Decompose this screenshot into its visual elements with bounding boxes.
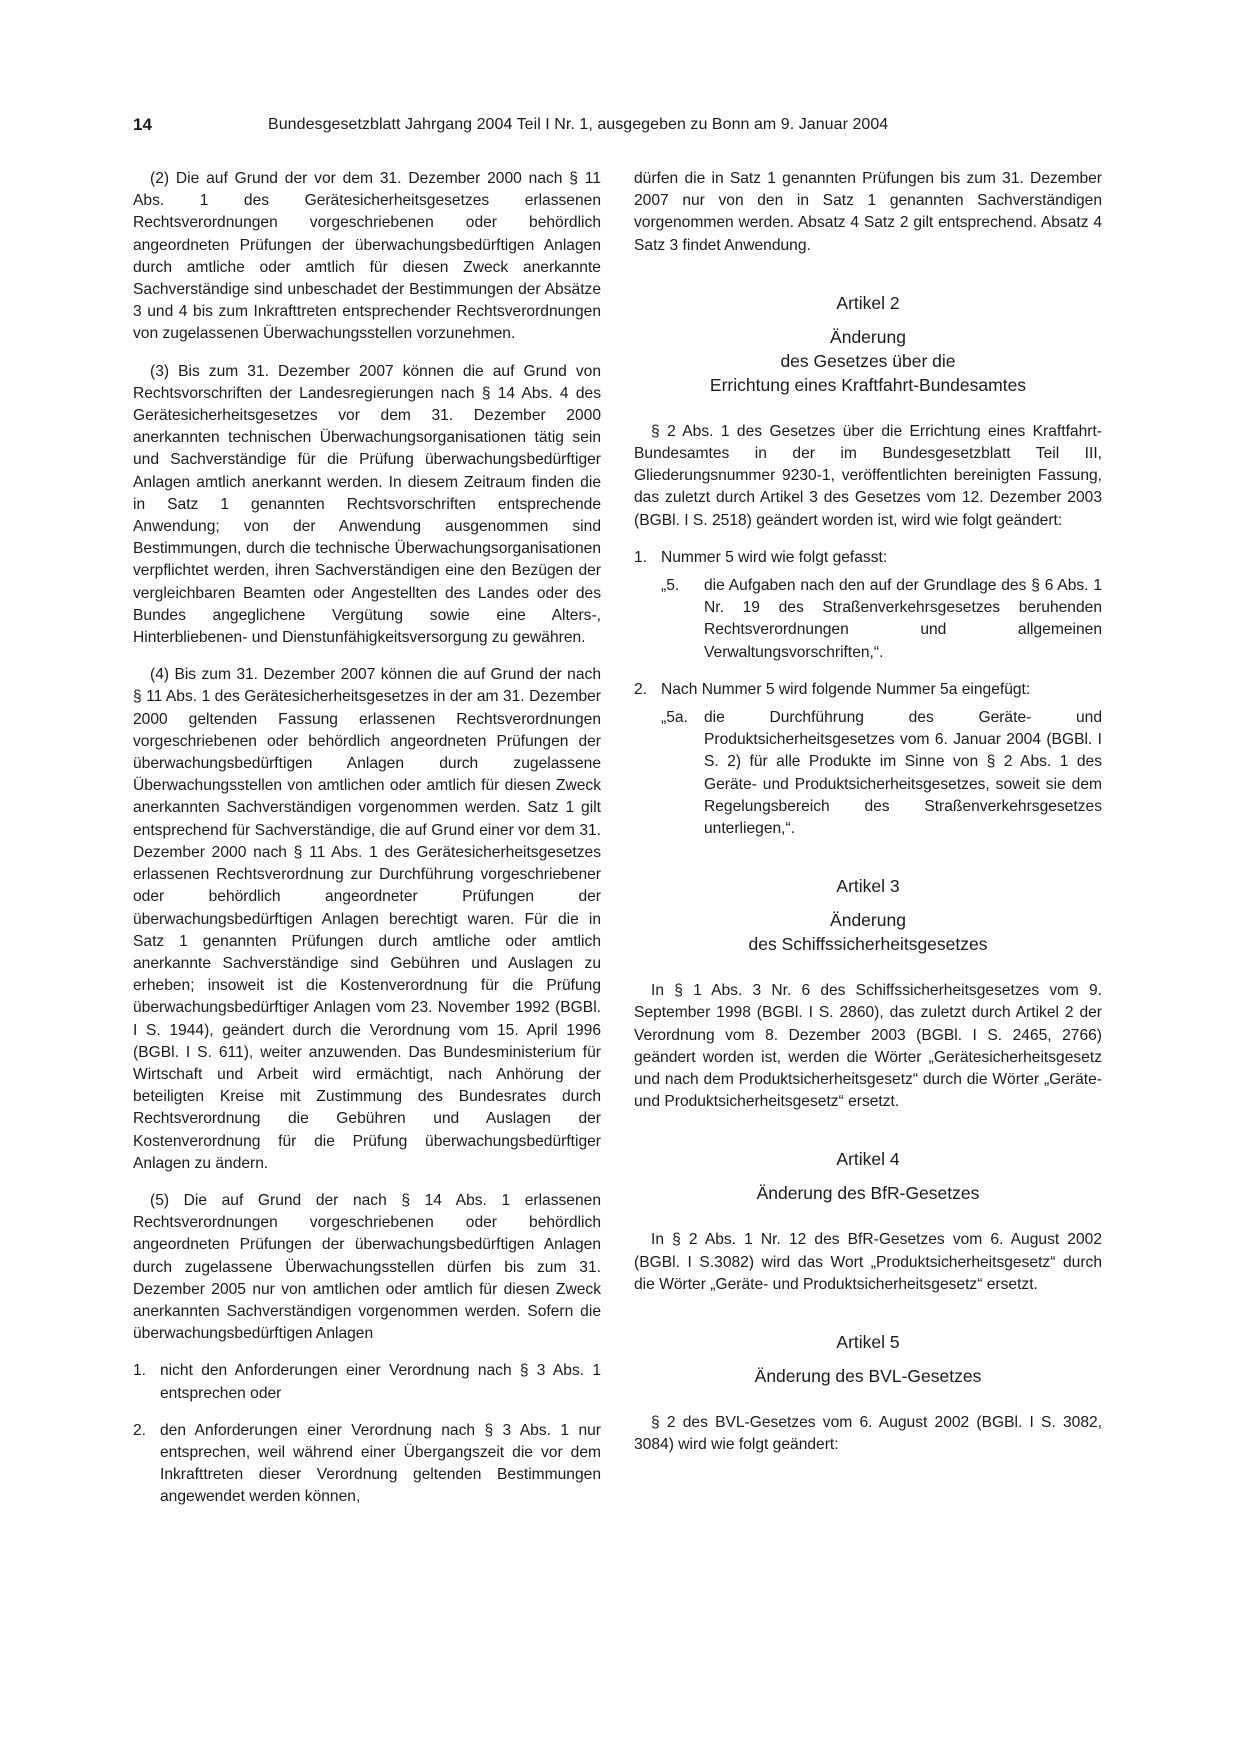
list-item-text: nicht den Anforderungen einer Verordnung nach § 3 Abs. 1 entsprechen oder — [160, 1362, 601, 1402]
list-item — [634, 547, 1102, 664]
list-item-text: Nach Nummer 5 wird folgende Nummer 5a eingefügt: — [661, 680, 1031, 698]
list-item — [133, 1360, 601, 1404]
list-item-number: 2. — [133, 1421, 147, 1439]
article-title-line: des Gesetzes über die — [780, 350, 956, 371]
article-label: Artikel 4 — [836, 1149, 900, 1170]
condition-list — [133, 1360, 601, 1508]
gazette-header-title: Bundesgesetzblatt Jahrgang 2004 Teil I Nr. 1, ausgegeben zu Bonn am 9. Januar 2004 — [268, 116, 889, 133]
paragraph-2: (2) Die auf Grund der vor dem 31. Dezember 2000 nach § 11 Abs. 1 des Gerätesicherheitsgesetzes erlassenen Rechtsverordnungen vorgeschriebenen oder behördlich angeordneten Prüfungen der überwachungsbedürftigen Anlagen durch amtliche oder amtlich für diesen Zweck anerkannte Sachverständige sind unbeschadet der Bestimmungen der Absätze 3 und 4 bis zum Inkrafttreten entsprechender Rechtsverordnungen von zugelassenen Überwachungsstellen vorzunehmen. — [133, 170, 601, 343]
article-5-heading — [634, 1330, 1102, 1388]
paragraph-3: (3) Bis zum 31. Dezember 2007 können die auf Grund von Rechtsvorschriften der Landesregierungen nach § 14 Abs. 4 des Gerätesicherheitsgesetzes vor dem 31. Dezember 2000 anerkannten technischen Überwachungsorganisationen tätig sein und Sachverständige für die Prüfung überwachungsbedürftiger Anlagen amtlich anerkannt werden. In diesem Zeitraum finden die in Satz 1 genannten Rechtsvorschriften entsprechende Anwendung; von der Anwendung ausgenommen sind Bestimmungen, durch die technische Überwachungsorganisationen verpflichtet werden, ihren Sachverständigen eine den Bezügen der vergleichbaren Beamten oder Angestellten des Landes oder des Bundes angeglichene Vergütung sowie eine Alters-, Hinterbliebenen- und Dienstunfähigkeitsversorgung zu gewähren. — [133, 362, 601, 647]
article-2-list — [634, 547, 1102, 840]
sub-item — [634, 575, 1102, 664]
list-item-number: 1. — [133, 1362, 147, 1380]
page-header — [133, 115, 1111, 139]
article-label: Artikel 2 — [836, 292, 900, 313]
list-item — [133, 1420, 601, 1509]
list-item-number: 1. — [634, 548, 648, 566]
article-4-heading — [634, 1147, 1102, 1205]
sub-item — [634, 707, 1102, 840]
article-5-text: § 2 des BVL-Gesetzes vom 6. August 2002 (BGBl. I S. 3082, 3084) wird wie folgt geändert: — [634, 1414, 1102, 1454]
article-2-heading — [634, 291, 1102, 397]
page-number: 14 — [133, 115, 152, 134]
paragraph-5: (5) Die auf Grund der nach § 14 Abs. 1 erlassenen Rechtsverordnungen vorgeschriebenen oder behördlich angeordneten Prüfungen der überwachungsbedürftigen Anlagen durch zugelassene Überwachungsstellen dürfen bis zum 31. Dezember 2005 nur von amtlichen oder amtlich für diesen Zweck anerkannten Sachverständigen vorgenommen werden. Sofern die überwachungsbedürftigen Anlagen — [133, 1191, 601, 1343]
article-title-line: Änderung des BVL-Gesetzes — [754, 1366, 982, 1387]
continuation-paragraph: dürfen die in Satz 1 genannten Prüfungen bis zum 31. Dezember 2007 nur von den in Satz 1 genannten Sachverständigen vorgenommen werden. Absatz 4 Satz 2 gilt entsprechend. Absatz 4 Satz 3 findet Anwendung. — [634, 170, 1102, 254]
article-2-intro: § 2 Abs. 1 des Gesetzes über die Errichtung eines Kraftfahrt-Bundesamtes in der im Bundesgesetzblatt Teil III, Gliederungsnummer 9230-1, veröffentlichten bereinigten Fassung, das zuletzt durch Artikel 3 des Gesetzes vom 12. Dezember 2003 (BGBl. I S. 2518) geändert worden ist, wird wie folgt geändert: — [634, 422, 1102, 529]
article-3-heading — [634, 874, 1102, 956]
article-4-text: In § 2 Abs. 1 Nr. 12 des BfR-Gesetzes vom 6. August 2002 (BGBl. I S.3082) wird das Wort „Produktsicherheitsgesetz“ durch die Wörter „Geräte- und Produktsicherheitsgesetz“ ersetzt. — [634, 1231, 1102, 1293]
article-title-line: des Schiffssicherheitsgesetzes — [748, 934, 988, 955]
list-item-text: Nummer 5 wird wie folgt gefasst: — [661, 548, 888, 566]
paragraph-4: (4) Bis zum 31. Dezember 2007 können die auf Grund der nach § 11 Abs. 1 des Gerätesicherheitsgesetzes in der am 31. Dezember 2000 geltenden Fassung erlassenen Rechtsverordnungen vorgeschriebenen oder behördlich angeordneten Prüfungen der überwachungsbedürftigen Anlagen durch zugelassene Überwachungsstellen von amtlichen oder amtlich für diesen Zweck anerkannten Sachverständigen vorgenommen werden. Satz 1 gilt entsprechend für Sachverständige, die auf Grund einer vor dem 31. Dezember 2000 nach § 11 Abs. 1 des Gerätesicherheitsgesetzes erlassenen Rechtsverordnung zur Durchführung vorgeschriebener oder behördlich angeordneter Prüfungen der überwachungsbedürftigen Anlagen berechtigt waren. Für die in Satz 1 genannten Prüfungen durch amtliche oder amtlich anerkannte Sachverständige sind Gebühren und Auslagen zu erheben; insoweit ist die Kostenverordnung für die Prüfung überwachungsbedürftiger Anlagen vom 23. November 1992 (BGBl. I S. 1944), geändert durch die Verordnung vom 15. April 1996 (BGBl. I S. 611), weiter anzuwenden. Das Bundesministerium für Wirtschaft und Arbeit wird ermächtigt, nach Anhörung der beteiligten Kreise mit Zustimmung des Bundesrates durch Rechtsverordnung die Gebühren und Auslagen der Kostenverordnung für die Prüfung überwachungsbedürftiger Anlagen zu ändern. — [133, 666, 601, 1172]
sub-item-text: die Aufgaben nach den auf der Grundlage des § 6 Abs. 1 Nr. 19 des Straßenverkehrsgesetzes beruhenden Rechtsverordnungen und allgemeinen Verwaltungsvorschriften,“. — [704, 577, 1102, 661]
list-item-number: 2. — [634, 680, 648, 698]
sub-item-number: „5. — [661, 577, 680, 595]
sub-item-number: „5a. — [661, 709, 688, 727]
list-item-text: den Anforderungen einer Verordnung nach § 3 Abs. 1 nur entsprechen, weil während einer Übergangszeit die vor dem Inkrafttreten dieser Verordnung geltenden Bestimmungen angewendet werden können, — [160, 1421, 601, 1506]
article-title-line: Errichtung eines Kraftfahrt-Bundesamtes — [709, 374, 1027, 395]
article-title-line: Änderung — [830, 326, 906, 347]
list-item — [634, 679, 1102, 840]
sub-item-text: die Durchführung des Geräte- und Produktsicherheitsgesetzes vom 6. Januar 2004 (BGBl. I S. 2) für alle Produkte im Sinne von § 2 Abs. 1 des Geräte- und Produktsicherheitsgesetzes, soweit sie dem Regelungsbereich des Straßenverkehrsgesetzes unterliegen,“. — [704, 709, 1102, 838]
article-title-line: Änderung — [830, 910, 906, 931]
article-label: Artikel 3 — [836, 876, 900, 897]
article-label: Artikel 5 — [836, 1332, 900, 1353]
article-title-line: Änderung des BfR-Gesetzes — [756, 1183, 980, 1204]
left-column — [133, 168, 601, 1524]
right-column — [634, 168, 1102, 1472]
article-3-text: In § 1 Abs. 3 Nr. 6 des Schiffssicherheitsgesetzes vom 9. September 1998 (BGBl. I S. 2860), das zuletzt durch Artikel 2 der Verordnung vom 8. Dezember 2003 (BGBl. I S. 2465, 2766) geändert worden ist, werden die Wörter „Gerätesicherheitsgesetz und nach dem Produktsicherheitsgesetz“ durch die Wörter „Geräte- und Produktsicherheitsgesetz“ ersetzt. — [634, 982, 1102, 1111]
